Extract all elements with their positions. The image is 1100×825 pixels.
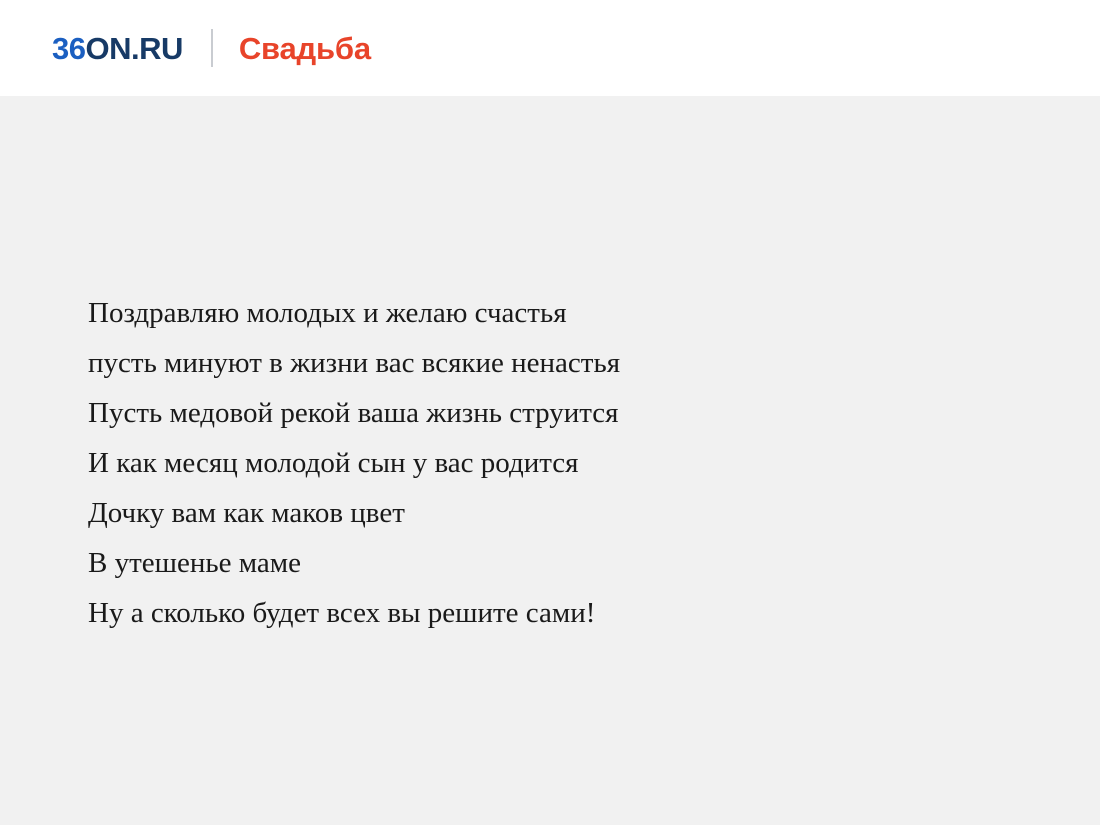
site-logo[interactable] bbox=[52, 30, 183, 66]
poem-line: В утешенье маме bbox=[88, 547, 301, 579]
poem-line: Пусть медовой рекой ваша жизнь струится bbox=[88, 397, 619, 429]
logo-part-on: ON bbox=[85, 30, 131, 66]
header-divider bbox=[211, 29, 213, 67]
poem-text bbox=[88, 288, 988, 638]
logo-part-ru: .RU bbox=[130, 30, 183, 66]
poem-line: И как месяц молодой сын у вас родится bbox=[88, 447, 579, 479]
content-canvas bbox=[0, 96, 1100, 825]
poem-line: Ну а сколько будет всех вы решите сами! bbox=[88, 597, 596, 629]
logo-part-36: 36 bbox=[52, 30, 86, 66]
poem-line: Поздравляю молодых и желаю счастья bbox=[88, 297, 567, 329]
section-title: Свадьба bbox=[238, 30, 371, 66]
poem-line: Дочку вам как маков цвет bbox=[88, 497, 405, 529]
poem-line: пусть минуют в жизни вас всякие ненастья bbox=[88, 347, 621, 379]
site-header bbox=[0, 0, 1100, 96]
